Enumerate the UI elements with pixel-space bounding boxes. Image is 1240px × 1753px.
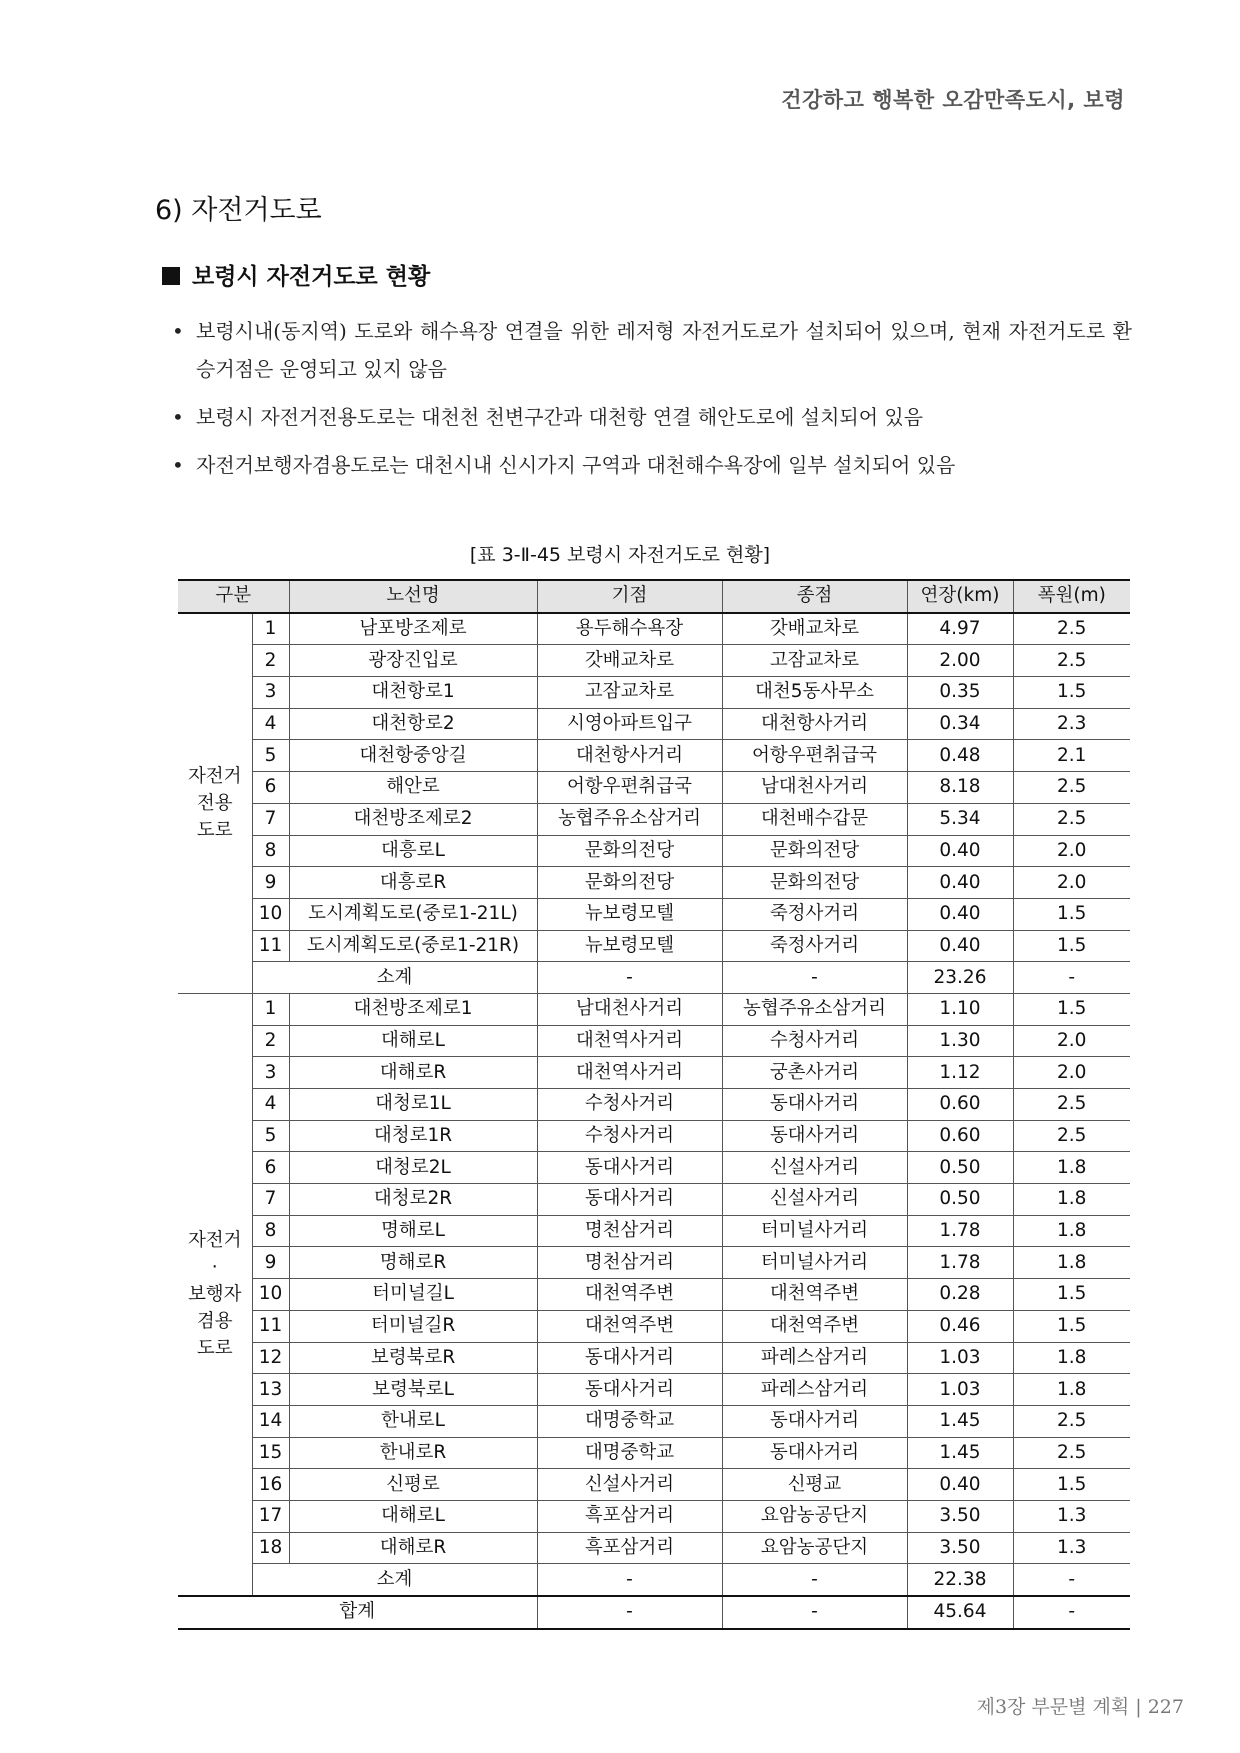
length-km: 1.45 xyxy=(907,1405,1013,1437)
width-m: 1.3 xyxy=(1013,1500,1130,1532)
header-route: 노선명 xyxy=(289,580,537,613)
length-km: 4.97 xyxy=(907,613,1013,645)
width-m: 1.8 xyxy=(1013,1247,1130,1279)
bullet-item: • 자전거보행자겸용도로는 대천시내 신시가지 구역과 대천해수욕장에 일부 설치되어 있음 xyxy=(172,446,1132,484)
width-m: 1.8 xyxy=(1013,1152,1130,1184)
table-row xyxy=(178,772,1130,804)
length-km: 0.40 xyxy=(907,835,1013,867)
row-number: 4 xyxy=(252,1089,289,1121)
table-row xyxy=(178,867,1130,899)
width-m: 1.5 xyxy=(1013,1310,1130,1342)
width-m: 2.5 xyxy=(1013,803,1130,835)
row-number: 4 xyxy=(252,708,289,740)
width-m: 2.3 xyxy=(1013,708,1130,740)
route-name: 대천방조제로1 xyxy=(289,993,537,1025)
length-km: 0.34 xyxy=(907,708,1013,740)
row-number: 2 xyxy=(252,645,289,677)
row-number: 9 xyxy=(252,1247,289,1279)
start-point: 신설사거리 xyxy=(537,1469,722,1501)
start-point: 용두해수욕장 xyxy=(537,613,722,645)
end-point: 터미널사거리 xyxy=(722,1215,907,1247)
route-name: 명해로L xyxy=(289,1215,537,1247)
page-footer: 제3장 부문별 계획 | 227 xyxy=(976,1696,1184,1718)
width-m: 2.5 xyxy=(1013,613,1130,645)
width-m: 2.5 xyxy=(1013,645,1130,677)
row-number: 1 xyxy=(252,993,289,1025)
length-km: 0.35 xyxy=(907,677,1013,709)
width-m: 1.5 xyxy=(1013,898,1130,930)
length-km: 1.12 xyxy=(907,1057,1013,1089)
table-row xyxy=(178,1025,1130,1057)
width-m: - xyxy=(1013,962,1130,994)
route-name: 터미널길R xyxy=(289,1310,537,1342)
category-cell: 자전거 전용 도로 xyxy=(178,613,252,994)
row-number: 6 xyxy=(252,772,289,804)
width-m: 2.0 xyxy=(1013,1025,1130,1057)
end-point: 남대천사거리 xyxy=(722,772,907,804)
end-point: 농협주유소삼거리 xyxy=(722,993,907,1025)
width-m: 1.5 xyxy=(1013,930,1130,962)
end-point: - xyxy=(722,1564,907,1596)
route-name: 대해로L xyxy=(289,1025,537,1057)
row-number: 5 xyxy=(252,740,289,772)
route-name: 한내로L xyxy=(289,1405,537,1437)
width-m: 1.8 xyxy=(1013,1374,1130,1406)
row-number: 16 xyxy=(252,1469,289,1501)
route-name: 명해로R xyxy=(289,1247,537,1279)
length-km: 1.03 xyxy=(907,1374,1013,1406)
start-point: 대명중학교 xyxy=(537,1405,722,1437)
length-km: 0.60 xyxy=(907,1120,1013,1152)
width-m: 1.5 xyxy=(1013,677,1130,709)
length-km: 3.50 xyxy=(907,1500,1013,1532)
end-point: 어항우편취급국 xyxy=(722,740,907,772)
start-point: - xyxy=(537,1596,722,1629)
row-number: 9 xyxy=(252,867,289,899)
start-point: 흑포삼거리 xyxy=(537,1532,722,1564)
header-category: 구분 xyxy=(178,580,289,613)
end-point: 신설사거리 xyxy=(722,1152,907,1184)
total-row xyxy=(178,1596,1130,1629)
row-number: 3 xyxy=(252,677,289,709)
route-name: 대천방조제로2 xyxy=(289,803,537,835)
total-label: 합계 xyxy=(178,1596,537,1629)
table-row xyxy=(178,835,1130,867)
start-point: 대명중학교 xyxy=(537,1437,722,1469)
width-m: 2.5 xyxy=(1013,1089,1130,1121)
start-point: 동대사거리 xyxy=(537,1152,722,1184)
width-m: 1.5 xyxy=(1013,993,1130,1025)
end-point: 궁촌사거리 xyxy=(722,1057,907,1089)
subtotal-row xyxy=(178,962,1130,994)
row-number: 11 xyxy=(252,1310,289,1342)
start-point: - xyxy=(537,962,722,994)
length-km: 1.45 xyxy=(907,1437,1013,1469)
length-km: 45.64 xyxy=(907,1596,1013,1629)
row-number: 7 xyxy=(252,1184,289,1216)
row-number: 8 xyxy=(252,835,289,867)
table-row xyxy=(178,993,1130,1025)
route-name: 신평로 xyxy=(289,1469,537,1501)
start-point: 갓배교차로 xyxy=(537,645,722,677)
table-row xyxy=(178,1152,1130,1184)
length-km: 0.28 xyxy=(907,1279,1013,1311)
end-point: 대천항사거리 xyxy=(722,708,907,740)
length-km: 1.78 xyxy=(907,1247,1013,1279)
row-number: 15 xyxy=(252,1437,289,1469)
end-point: 대천배수갑문 xyxy=(722,803,907,835)
end-point: 대천역주변 xyxy=(722,1310,907,1342)
table-row xyxy=(178,613,1130,645)
length-km: 0.40 xyxy=(907,867,1013,899)
width-m: 1.8 xyxy=(1013,1215,1130,1247)
length-km: 0.40 xyxy=(907,1469,1013,1501)
start-point: 뉴보령모텔 xyxy=(537,898,722,930)
start-point: 명천삼거리 xyxy=(537,1215,722,1247)
route-name: 남포방조제로 xyxy=(289,613,537,645)
width-m: 2.1 xyxy=(1013,740,1130,772)
route-name: 대해로R xyxy=(289,1057,537,1089)
start-point: 대천항사거리 xyxy=(537,740,722,772)
header-end: 종점 xyxy=(722,580,907,613)
length-km: 23.26 xyxy=(907,962,1013,994)
length-km: 0.50 xyxy=(907,1184,1013,1216)
table-caption: [표 3-Ⅱ-45 보령시 자전거도로 현황] xyxy=(469,544,771,566)
width-m: - xyxy=(1013,1596,1130,1629)
end-point: 터미널사거리 xyxy=(722,1247,907,1279)
length-km: 1.03 xyxy=(907,1342,1013,1374)
end-point: 동대사거리 xyxy=(722,1120,907,1152)
width-m: 2.5 xyxy=(1013,1405,1130,1437)
end-point: 신설사거리 xyxy=(722,1184,907,1216)
width-m: 2.0 xyxy=(1013,1057,1130,1089)
route-name: 광장진입로 xyxy=(289,645,537,677)
table-body xyxy=(178,613,1130,1629)
end-point: 요암농공단지 xyxy=(722,1500,907,1532)
length-km: 3.50 xyxy=(907,1532,1013,1564)
length-km: 22.38 xyxy=(907,1564,1013,1596)
start-point: 남대천사거리 xyxy=(537,993,722,1025)
bullet-item: • 보령시 자전거전용도로는 대천천 천변구간과 대천항 연결 해안도로에 설치되어 있음 xyxy=(172,398,1132,436)
end-point: 요암농공단지 xyxy=(722,1532,907,1564)
table-row xyxy=(178,1310,1130,1342)
table-row xyxy=(178,1057,1130,1089)
sub-title-text: 보령시 자전거도로 현황 xyxy=(192,264,431,290)
route-name: 대천항중앙길 xyxy=(289,740,537,772)
end-point: 문화의전당 xyxy=(722,867,907,899)
route-name: 대천항로2 xyxy=(289,708,537,740)
end-point: 대천5동사무소 xyxy=(722,677,907,709)
length-km: 0.46 xyxy=(907,1310,1013,1342)
row-number: 2 xyxy=(252,1025,289,1057)
table-row xyxy=(178,1089,1130,1121)
start-point: 흑포삼거리 xyxy=(537,1500,722,1532)
route-name: 보령북로R xyxy=(289,1342,537,1374)
black-square-icon xyxy=(162,267,180,285)
end-point: 신평교 xyxy=(722,1469,907,1501)
route-name: 대청로2R xyxy=(289,1184,537,1216)
start-point: 뉴보령모텔 xyxy=(537,930,722,962)
start-point: 문화의전당 xyxy=(537,867,722,899)
length-km: 1.30 xyxy=(907,1025,1013,1057)
route-name: 도시계획도로(중로1-21R) xyxy=(289,930,537,962)
start-point: 대천역사거리 xyxy=(537,1025,722,1057)
category-cell: 자전거 · 보행자 겸용 도로 xyxy=(178,993,252,1596)
running-header: 건강하고 행복한 오감만족도시, 보령 xyxy=(781,88,1125,112)
length-km: 0.50 xyxy=(907,1152,1013,1184)
width-m: 1.5 xyxy=(1013,1279,1130,1311)
table-row xyxy=(178,1469,1130,1501)
width-m: 1.3 xyxy=(1013,1532,1130,1564)
length-km: 0.40 xyxy=(907,898,1013,930)
end-point: 갓배교차로 xyxy=(722,613,907,645)
subtotal-row xyxy=(178,1564,1130,1596)
start-point: 동대사거리 xyxy=(537,1184,722,1216)
length-km: 2.00 xyxy=(907,645,1013,677)
row-number: 6 xyxy=(252,1152,289,1184)
end-point: 죽정사거리 xyxy=(722,930,907,962)
start-point: 동대사거리 xyxy=(537,1342,722,1374)
table-row xyxy=(178,740,1130,772)
length-km: 0.48 xyxy=(907,740,1013,772)
width-m: 1.5 xyxy=(1013,1469,1130,1501)
end-point: 수청사거리 xyxy=(722,1025,907,1057)
route-name: 대흥로R xyxy=(289,867,537,899)
length-km: 0.60 xyxy=(907,1089,1013,1121)
route-name: 도시계획도로(중로1-21L) xyxy=(289,898,537,930)
width-m: - xyxy=(1013,1564,1130,1596)
end-point: 파레스삼거리 xyxy=(722,1374,907,1406)
table-row xyxy=(178,1374,1130,1406)
width-m: 2.5 xyxy=(1013,1120,1130,1152)
route-name: 한내로R xyxy=(289,1437,537,1469)
width-m: 1.8 xyxy=(1013,1342,1130,1374)
length-km: 5.34 xyxy=(907,803,1013,835)
route-name: 대청로1L xyxy=(289,1089,537,1121)
route-name: 대청로2L xyxy=(289,1152,537,1184)
subtotal-label: 소계 xyxy=(252,1564,537,1596)
route-name: 해안로 xyxy=(289,772,537,804)
start-point: - xyxy=(537,1564,722,1596)
route-name: 대청로1R xyxy=(289,1120,537,1152)
route-name: 터미널길L xyxy=(289,1279,537,1311)
table-row xyxy=(178,677,1130,709)
end-point: 문화의전당 xyxy=(722,835,907,867)
width-m: 2.0 xyxy=(1013,867,1130,899)
subtotal-label: 소계 xyxy=(252,962,537,994)
length-km: 1.78 xyxy=(907,1215,1013,1247)
width-m: 2.5 xyxy=(1013,772,1130,804)
table-row xyxy=(178,1500,1130,1532)
start-point: 농협주유소삼거리 xyxy=(537,803,722,835)
row-number: 17 xyxy=(252,1500,289,1532)
row-number: 8 xyxy=(252,1215,289,1247)
length-km: 0.40 xyxy=(907,930,1013,962)
end-point: - xyxy=(722,962,907,994)
end-point: 동대사거리 xyxy=(722,1405,907,1437)
row-number: 14 xyxy=(252,1405,289,1437)
end-point: 동대사거리 xyxy=(722,1437,907,1469)
route-name: 보령북로L xyxy=(289,1374,537,1406)
bicycle-road-table xyxy=(178,579,1130,1630)
row-number: 5 xyxy=(252,1120,289,1152)
table-row xyxy=(178,645,1130,677)
start-point: 수청사거리 xyxy=(537,1120,722,1152)
table-row xyxy=(178,1184,1130,1216)
table-row xyxy=(178,1532,1130,1564)
start-point: 문화의전당 xyxy=(537,835,722,867)
header-length: 연장(km) xyxy=(907,580,1013,613)
row-number: 10 xyxy=(252,1279,289,1311)
length-km: 1.10 xyxy=(907,993,1013,1025)
row-number: 18 xyxy=(252,1532,289,1564)
table-row xyxy=(178,1215,1130,1247)
table-row xyxy=(178,1279,1130,1311)
start-point: 고잠교차로 xyxy=(537,677,722,709)
row-number: 13 xyxy=(252,1374,289,1406)
row-number: 10 xyxy=(252,898,289,930)
table-row xyxy=(178,1342,1130,1374)
length-km: 8.18 xyxy=(907,772,1013,804)
row-number: 12 xyxy=(252,1342,289,1374)
table-header-row xyxy=(178,580,1130,613)
table-row xyxy=(178,1247,1130,1279)
table-row xyxy=(178,708,1130,740)
header-start: 기점 xyxy=(537,580,722,613)
end-point: 고잠교차로 xyxy=(722,645,907,677)
table-row xyxy=(178,803,1130,835)
route-name: 대흥로L xyxy=(289,835,537,867)
header-width: 폭원(m) xyxy=(1013,580,1130,613)
start-point: 명천삼거리 xyxy=(537,1247,722,1279)
width-m: 2.5 xyxy=(1013,1437,1130,1469)
start-point: 대천역주변 xyxy=(537,1279,722,1311)
end-point: 동대사거리 xyxy=(722,1089,907,1121)
width-m: 1.8 xyxy=(1013,1184,1130,1216)
start-point: 대천역주변 xyxy=(537,1310,722,1342)
route-name: 대천항로1 xyxy=(289,677,537,709)
route-name: 대해로L xyxy=(289,1500,537,1532)
table-row xyxy=(178,898,1130,930)
row-number: 3 xyxy=(252,1057,289,1089)
end-point: 대천역주변 xyxy=(722,1279,907,1311)
end-point: 죽정사거리 xyxy=(722,898,907,930)
start-point: 대천역사거리 xyxy=(537,1057,722,1089)
sub-title xyxy=(162,258,430,291)
bullet-item: • 보령시내(동지역) 도로와 해수욕장 연결을 위한 레저형 자전거도로가 설치되어 있으며, 현재 자전거도로 환승거점은 운영되고 있지 않음 xyxy=(172,312,1132,388)
route-name: 대해로R xyxy=(289,1532,537,1564)
row-number: 1 xyxy=(252,613,289,645)
table-row xyxy=(178,1405,1130,1437)
start-point: 시영아파트입구 xyxy=(537,708,722,740)
end-point: - xyxy=(722,1596,907,1629)
bullet-list xyxy=(172,312,1132,494)
end-point: 파레스삼거리 xyxy=(722,1342,907,1374)
width-m: 2.0 xyxy=(1013,835,1130,867)
section-title: 6) 자전거도로 xyxy=(155,195,322,226)
table-row xyxy=(178,930,1130,962)
start-point: 수청사거리 xyxy=(537,1089,722,1121)
table-row xyxy=(178,1120,1130,1152)
table-row xyxy=(178,1437,1130,1469)
row-number: 11 xyxy=(252,930,289,962)
start-point: 어항우편취급국 xyxy=(537,772,722,804)
row-number: 7 xyxy=(252,803,289,835)
start-point: 동대사거리 xyxy=(537,1374,722,1406)
